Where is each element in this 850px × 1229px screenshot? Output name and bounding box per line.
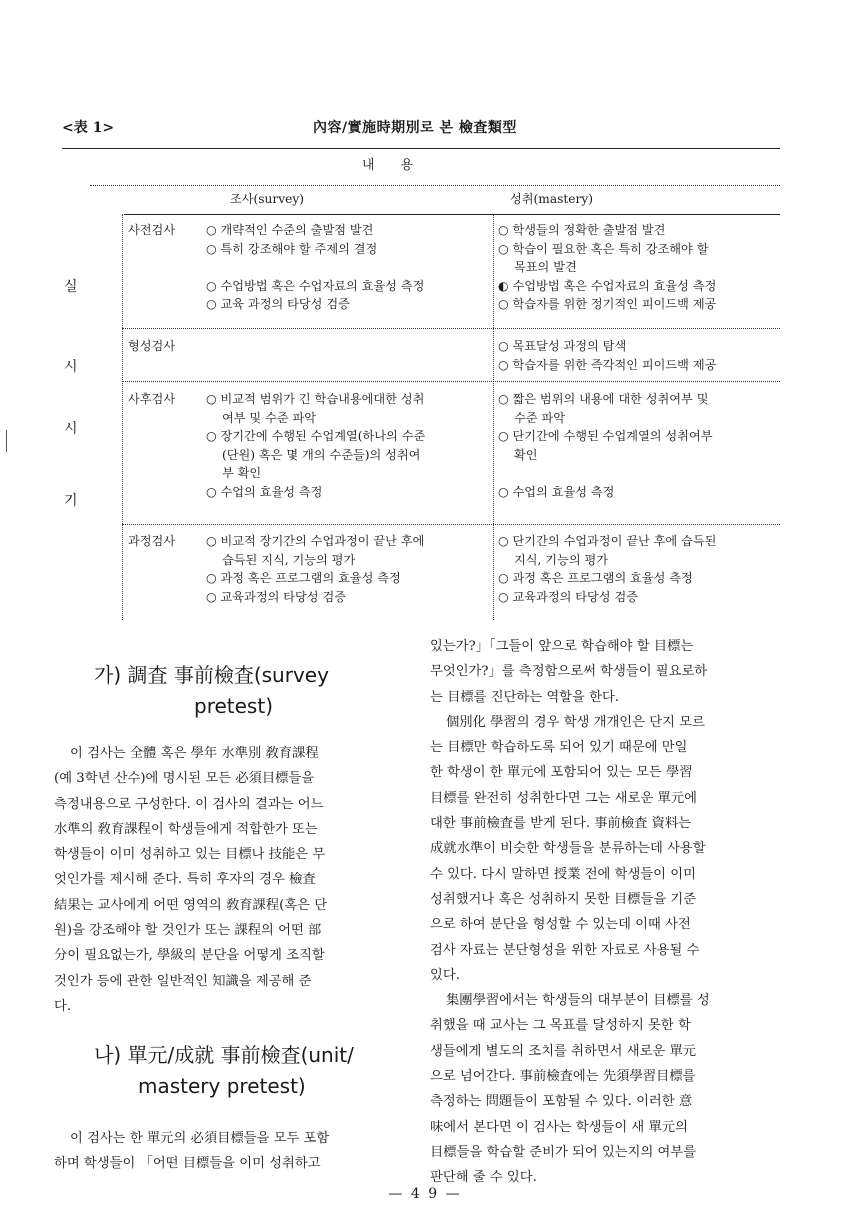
body-line: 으로 하여 분단을 형성할 수 있는데 이때 사전 (430, 917, 691, 933)
formative-mastery-line: ○ 목표달성 과정의 탐색 (498, 339, 627, 353)
body-line: 다. (54, 998, 72, 1014)
content-header: 내 용 (362, 158, 414, 173)
row-divider (122, 381, 780, 382)
course-survey-line: ○ 과정 혹은 프로그램의 효율성 측정 (206, 571, 401, 585)
posttest-survey-line: 여부 및 수준 파악 (222, 410, 317, 425)
section-heading-line: 나) 單元/成就 事前檢査(unit/ (94, 1043, 354, 1067)
body-line: 학생들이 이미 성취하고 있는 目標나 技能은 무 (54, 847, 326, 863)
body-line: 측정내용으로 구성한다. 이 검사의 결과는 어느 (54, 796, 324, 812)
body-line: 판단해 줄 수 있다. (430, 1170, 537, 1186)
side-label-char-2: 시 (64, 359, 78, 375)
body-line: 는 目標를 진단하는 역할을 한다. (430, 689, 620, 705)
pretest-survey-cell (206, 221, 424, 314)
body-line: 있는가?」「그들이 앞으로 학습해야 할 目標는 (430, 639, 694, 654)
body-line: 수 있다. 다시 말하면 授業 전에 학생들이 이미 (430, 866, 696, 882)
course-mastery-cell (498, 532, 716, 606)
section-heading-survey-pretest (94, 660, 329, 722)
pretest-mastery-line: ◐ 수업방법 혹은 수업자료의 효율성 측정 (498, 278, 717, 293)
exam-type-table (62, 148, 780, 620)
body-line: 으로 넘어간다. 事前檢査에는 先須學習目標를 (430, 1069, 696, 1085)
posttest-mastery-line: 확인 (514, 447, 538, 462)
right-column-text (430, 634, 776, 1191)
table-title: 內容/實施時期別로 본 檢査類型 (313, 120, 517, 136)
posttest-mastery-line: 수준 파악 (514, 410, 565, 425)
section-heading-unit-pretest (94, 1040, 354, 1102)
side-label-char-4: 기 (64, 493, 78, 509)
section-heading-line: 가) 調査 事前檢査(survey (94, 663, 329, 687)
body-line: 水準의 敎育課程이 학생들에게 적합한가 또는 (54, 821, 318, 837)
mastery-column-header: 성취(mastery) (510, 192, 593, 206)
row-divider (122, 524, 780, 525)
course-survey-line: ○ 교육과정의 타당성 검증 (206, 589, 346, 604)
row-label-course: 과정검사 (128, 534, 176, 548)
body-line: 이 검사는 한 單元의 必須目標들을 모두 포함 (70, 1131, 330, 1146)
table-top-rule (62, 148, 780, 149)
body-line: 생들에게 별도의 조치를 취하면서 새로운 單元 (430, 1043, 697, 1059)
pretest-survey-line: ○ 특히 강조해야 할 주제의 결정 (206, 241, 378, 256)
pretest-survey-line: ○ 교육 과정의 타당성 검증 (206, 297, 350, 311)
body-line: 취했을 때 교사는 그 목표를 달성하지 못한 학 (430, 1018, 691, 1034)
body-line: 검사 자료는 분단형성을 위한 자료로 사용될 수 (430, 942, 700, 958)
course-survey-line: ○ 비교적 장기간의 수업과정이 끝난 후에 (206, 534, 425, 548)
body-line: 個別化 學習의 경우 학생 개개인은 단지 모르 (446, 714, 705, 730)
body-line: 성취했거나 혹은 성취하지 못한 目標들을 기준 (430, 891, 697, 907)
posttest-mastery-cell (498, 390, 713, 501)
course-mastery-line: ○ 과정 혹은 프로그램의 효율성 측정 (498, 571, 693, 585)
column-header-rule (124, 214, 780, 215)
posttest-survey-cell (206, 390, 425, 501)
posttest-survey-line: ○ 비교적 범위가 긴 학습내용에대한 성취 (206, 392, 425, 406)
body-line: 集團學習에서는 학생들의 대부분이 目標를 성 (446, 993, 710, 1009)
body-line: 成就水準이 비슷한 학생들을 분류하는데 사용할 (430, 841, 706, 857)
posttest-mastery-line: ○ 단기간에 수행된 수업계열의 성취여부 (498, 429, 713, 443)
table-number: <表 1> (62, 120, 115, 136)
body-line: 分이 필요없는가, 學級의 분단을 어떻게 조직할 (54, 948, 325, 964)
body-line: 目標들을 학습할 준비가 되어 있는지의 여부를 (430, 1144, 697, 1160)
margin-mark (6, 430, 7, 452)
pretest-survey-line: ○ 수업방법 혹은 수업자료의 효율성 측정 (206, 278, 425, 293)
section-heading-line: mastery pretest) (138, 1074, 306, 1098)
course-survey-cell (206, 532, 424, 606)
survey-column-header: 조사(survey) (230, 192, 304, 206)
body-line: (예 3학년 산수)에 명시된 모든 必須目標들을 (54, 771, 315, 787)
posttest-mastery-line: ○ 수업의 효율성 측정 (498, 484, 615, 499)
body-line: 무엇인가?」를 측정함으로써 학생들이 필요로하 (430, 664, 708, 680)
header-divider (90, 185, 780, 186)
pretest-mastery-line: ○ 학생들의 정확한 출발점 발견 (498, 223, 666, 237)
page-number: — 4 9 — (388, 1186, 462, 1202)
course-mastery-line: ○ 교육과정의 타당성 검증 (498, 589, 638, 604)
body-line: 엇인가를 제시해 준다. 특히 후자의 경우 檢査 (54, 872, 316, 888)
posttest-mastery-line: ○ 짧은 범위의 내용에 대한 성취여부 및 (498, 392, 709, 406)
body-line: 있다. (430, 967, 460, 983)
posttest-survey-line: (단원) 혹은 몇 개의 수준들)의 성취여 (222, 447, 421, 462)
body-line: 結果는 교사에게 어떤 영역의 敎育課程(혹은 단 (54, 897, 328, 913)
row-divider (122, 328, 780, 329)
section-heading-line: pretest) (194, 694, 273, 718)
survey-mastery-divider (493, 214, 494, 620)
side-label-char-3: 시 (64, 421, 78, 437)
body-line: 하며 학생들이 「어떤 目標들을 이미 성취하고 (54, 1156, 321, 1172)
row-label-formative: 형성검사 (128, 339, 176, 353)
label-column-divider (122, 214, 123, 620)
body-line: 측정하는 問題들이 포함될 수 있다. 이러한 意 (430, 1094, 693, 1110)
row-label-pretest: 사전검사 (128, 223, 176, 237)
body-line: 이 검사는 全體 혹은 學年 水準別 敎育課程 (70, 746, 319, 761)
posttest-survey-line: ○ 수업의 효율성 측정 (206, 484, 323, 499)
course-mastery-line: ○ 단기간의 수업과정이 끝난 후에 습득된 (498, 534, 717, 548)
survey-pretest-body (54, 741, 394, 1019)
side-label-char-1: 실 (64, 279, 78, 295)
posttest-survey-line: 부 확인 (222, 466, 262, 480)
formative-mastery-line: ○ 학습자를 위한 즉각적인 피이드백 제공 (498, 357, 717, 372)
formative-mastery-cell (498, 337, 716, 374)
posttest-mastery-line (498, 464, 713, 483)
pretest-mastery-line: ○ 학습이 필요한 혹은 특히 강조해야 할 (498, 241, 709, 256)
pretest-mastery-line: 목표의 발견 (514, 260, 577, 274)
body-line: 味에서 본다면 이 검사는 학생들이 새 單元의 (430, 1119, 688, 1135)
unit-pretest-body (54, 1126, 394, 1177)
pretest-survey-line: ○ 개략적인 수준의 출발점 발견 (206, 223, 374, 237)
row-label-posttest: 사후검사 (128, 392, 176, 406)
body-line: 것인가 등에 관한 일반적인 知識을 제공해 준 (54, 973, 312, 989)
body-line: 원)을 강조해야 할 것인가 또는 課程의 어떤 部 (54, 923, 322, 939)
pretest-mastery-line: ○ 학습자를 위한 정기적인 피이드백 제공 (498, 297, 717, 311)
pretest-survey-line (206, 258, 424, 277)
body-line: 대한 事前檢査를 받게 된다. 事前檢査 資料는 (430, 816, 692, 832)
pretest-mastery-cell (498, 221, 716, 314)
body-line: 한 학생이 한 單元에 포함되어 있는 모든 學習 (430, 765, 693, 781)
course-mastery-line: 지식, 기능의 평가 (514, 552, 609, 567)
posttest-survey-line: ○ 장기간에 수행된 수업계열(하나의 수준 (206, 429, 426, 443)
body-line: 는 目標만 학습하도록 되어 있기 때문에 만일 (430, 740, 688, 756)
body-line: 目標를 완전히 성취한다면 그는 새로운 單元에 (430, 790, 697, 806)
course-survey-line: 습득된 지식, 기능의 평가 (222, 552, 356, 567)
